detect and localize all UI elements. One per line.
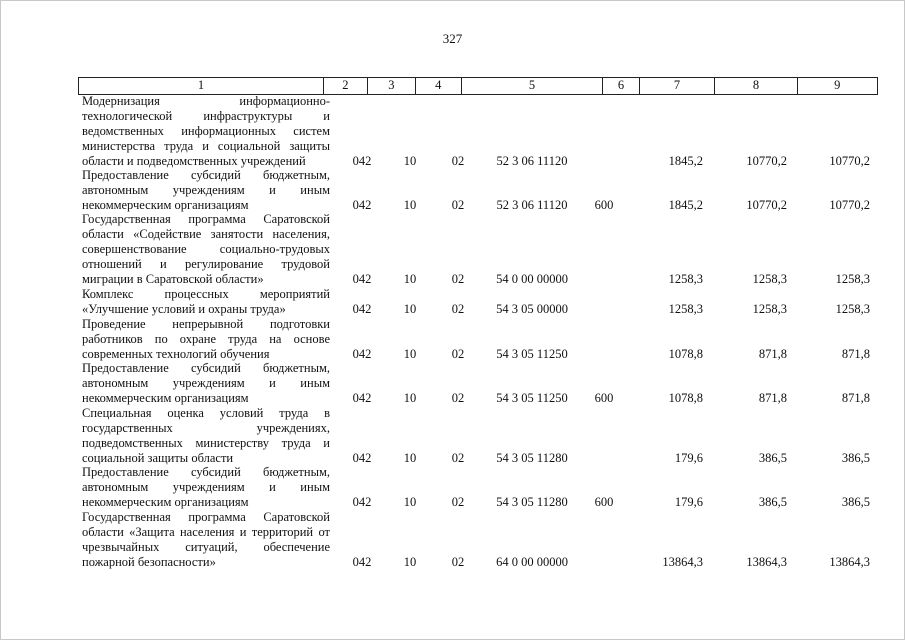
row-description: Проведение непрерывной подготовки работников по охране труда на основе современных технологий обучения [82, 317, 330, 361]
cell-section: 10 [403, 555, 417, 569]
cell-target-article: 54 3 05 11250 [496, 391, 568, 405]
table-row [82, 212, 872, 287]
cell-amount-7: 13864,3 [662, 555, 703, 569]
table-row [82, 510, 872, 570]
cell-subsection: 02 [451, 154, 465, 168]
header-col-2: 2 [323, 78, 367, 94]
cell-target-article: 54 3 05 11250 [496, 347, 568, 361]
cell-target-article: 52 3 06 11120 [496, 198, 568, 212]
cell-code-admin: 042 [352, 495, 372, 509]
row-description: Предоставление субсидий бюджетным, автономным учреждениям и иным некоммерческим организациям [82, 168, 330, 212]
cell-amount-9: 10770,2 [829, 198, 870, 212]
row-description: Специальная оценка условий труда в государственных учреждениях, подведомственных министерству труда и социальной защиты области [82, 406, 330, 465]
table-row [82, 317, 872, 362]
cell-expense-type: 600 [594, 198, 614, 212]
cell-amount-8: 10770,2 [746, 154, 787, 168]
header-col-6: 6 [602, 78, 638, 94]
table-row [82, 168, 872, 213]
cell-target-article: 54 3 05 11280 [496, 451, 568, 465]
page-number: 327 [442, 31, 463, 46]
cell-amount-8: 871,8 [758, 391, 787, 405]
cell-section: 10 [403, 154, 417, 168]
header-col-5: 5 [461, 78, 603, 94]
cell-section: 10 [403, 391, 417, 405]
cell-expense-type: 600 [594, 391, 614, 405]
cell-section: 10 [403, 347, 417, 361]
cell-subsection: 02 [451, 198, 465, 212]
header-col-7: 7 [639, 78, 715, 94]
row-description: Государственная программа Саратовской области «Защита населения и территорий от чрезвычайных ситуаций, обеспечение пожарной безопасности» [82, 510, 330, 569]
cell-amount-8: 1258,3 [752, 302, 787, 316]
table-header [78, 77, 878, 95]
cell-amount-9: 13864,3 [829, 555, 870, 569]
cell-amount-7: 1078,8 [668, 347, 703, 361]
cell-amount-7: 1258,3 [668, 272, 703, 286]
table-row [82, 406, 872, 466]
cell-target-article: 64 0 00 00000 [496, 555, 568, 569]
table-row [82, 465, 872, 510]
table-row [82, 287, 872, 317]
cell-code-admin: 042 [352, 391, 372, 405]
header-col-1: 1 [197, 78, 205, 92]
cell-section: 10 [403, 302, 417, 316]
cell-amount-8: 13864,3 [746, 555, 787, 569]
cell-subsection: 02 [451, 391, 465, 405]
cell-code-admin: 042 [352, 347, 372, 361]
row-description: Модернизация информационно-технологической инфраструктуры и ведомственных информационных систем министерства труда и социальной защиты области и подведомственных учреждений [82, 94, 330, 168]
cell-code-admin: 042 [352, 555, 372, 569]
cell-section: 10 [403, 198, 417, 212]
cell-code-admin: 042 [352, 272, 372, 286]
cell-section: 10 [403, 451, 417, 465]
cell-section: 10 [403, 272, 417, 286]
row-description: Комплекс процессных мероприятий «Улучшение условий и охраны труда» [82, 287, 330, 316]
cell-amount-9: 10770,2 [829, 154, 870, 168]
header-col-4: 4 [415, 78, 461, 94]
cell-subsection: 02 [451, 347, 465, 361]
header-col-9: 9 [797, 78, 877, 94]
cell-code-admin: 042 [352, 451, 372, 465]
cell-amount-9: 871,8 [841, 347, 870, 361]
cell-section: 10 [403, 495, 417, 509]
cell-amount-7: 1258,3 [668, 302, 703, 316]
cell-subsection: 02 [451, 272, 465, 286]
cell-subsection: 02 [451, 302, 465, 316]
cell-amount-7: 1078,8 [668, 391, 703, 405]
cell-target-article: 54 3 05 00000 [496, 302, 568, 316]
cell-target-article: 52 3 06 11120 [496, 154, 568, 168]
cell-amount-8: 10770,2 [746, 198, 787, 212]
cell-expense-type: 600 [594, 495, 614, 509]
cell-subsection: 02 [451, 451, 465, 465]
header-col-8: 8 [714, 78, 796, 94]
row-description: Государственная программа Саратовской области «Содействие занятости населения, совершенствование социально-трудовых отношений и регулирование трудовой миграции в Саратовской области» [82, 212, 330, 286]
cell-amount-8: 386,5 [758, 495, 787, 509]
cell-amount-9: 386,5 [841, 495, 870, 509]
cell-code-admin: 042 [352, 302, 372, 316]
cell-amount-7: 179,6 [674, 451, 703, 465]
cell-amount-9: 386,5 [841, 451, 870, 465]
cell-subsection: 02 [451, 555, 465, 569]
cell-code-admin: 042 [352, 198, 372, 212]
cell-amount-8: 1258,3 [752, 272, 787, 286]
header-col-3: 3 [367, 78, 415, 94]
cell-target-article: 54 3 05 11280 [496, 495, 568, 509]
cell-amount-7: 179,6 [674, 495, 703, 509]
row-description: Предоставление субсидий бюджетным, автономным учреждениям и иным некоммерческим организациям [82, 361, 330, 405]
cell-amount-7: 1845,2 [668, 154, 703, 168]
cell-code-admin: 042 [352, 154, 372, 168]
table-row [82, 94, 872, 169]
table-row [82, 361, 872, 406]
row-description: Предоставление субсидий бюджетным, автономным учреждениям и иным некоммерческим организациям [82, 465, 330, 509]
cell-amount-9: 1258,3 [835, 272, 870, 286]
cell-subsection: 02 [451, 495, 465, 509]
cell-amount-9: 1258,3 [835, 302, 870, 316]
cell-amount-8: 871,8 [758, 347, 787, 361]
cell-target-article: 54 0 00 00000 [496, 272, 568, 286]
cell-amount-9: 871,8 [841, 391, 870, 405]
cell-amount-8: 386,5 [758, 451, 787, 465]
cell-amount-7: 1845,2 [668, 198, 703, 212]
